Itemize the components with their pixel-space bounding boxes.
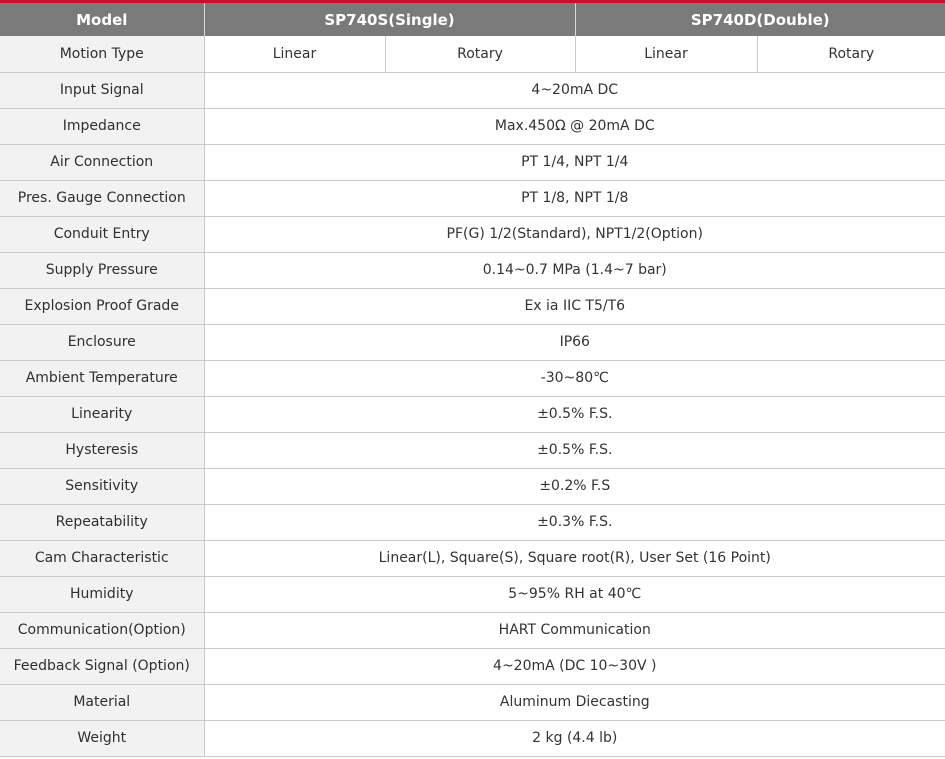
- header-sp740s-single: SP740S(Single): [204, 3, 575, 36]
- row-value: Linear(L), Square(S), Square root(R), User Set (16 Point): [204, 540, 945, 576]
- row-value: IP66: [204, 324, 945, 360]
- row-value: ±0.2% F.S: [204, 468, 945, 504]
- table-row: [0, 108, 945, 144]
- table-row: [0, 216, 945, 252]
- table-row: [0, 684, 945, 720]
- row-label: Impedance: [0, 108, 204, 144]
- spec-table-body: [0, 36, 945, 756]
- table-row: [0, 720, 945, 756]
- header-row: [0, 3, 945, 36]
- row-label: Humidity: [0, 576, 204, 612]
- row-label: Communication(Option): [0, 612, 204, 648]
- table-row: [0, 540, 945, 576]
- cell-single-rotary: Rotary: [385, 36, 575, 72]
- spec-table-header: [0, 3, 945, 36]
- header-sp740d-double: SP740D(Double): [575, 3, 945, 36]
- row-value: ±0.3% F.S.: [204, 504, 945, 540]
- row-label: Motion Type: [0, 36, 204, 72]
- table-row: [0, 576, 945, 612]
- row-value: PF(G) 1/2(Standard), NPT1/2(Option): [204, 216, 945, 252]
- row-value: Max.450Ω @ 20mA DC: [204, 108, 945, 144]
- row-value: Ex ia IIC T5/T6: [204, 288, 945, 324]
- row-value: ±0.5% F.S.: [204, 396, 945, 432]
- row-value: PT 1/4, NPT 1/4: [204, 144, 945, 180]
- row-value: 4~20mA DC: [204, 72, 945, 108]
- table-row: [0, 612, 945, 648]
- table-row: [0, 648, 945, 684]
- row-label: Cam Characteristic: [0, 540, 204, 576]
- row-label: Input Signal: [0, 72, 204, 108]
- row-label: Conduit Entry: [0, 216, 204, 252]
- row-label: Linearity: [0, 396, 204, 432]
- table-row: [0, 72, 945, 108]
- row-label: Feedback Signal (Option): [0, 648, 204, 684]
- row-label: Supply Pressure: [0, 252, 204, 288]
- row-value: ±0.5% F.S.: [204, 432, 945, 468]
- row-value: HART Communication: [204, 612, 945, 648]
- row-label: Material: [0, 684, 204, 720]
- cell-single-linear: Linear: [204, 36, 385, 72]
- table-row: [0, 180, 945, 216]
- row-label: Sensitivity: [0, 468, 204, 504]
- table-row-motion-type: [0, 36, 945, 72]
- row-value: 5~95% RH at 40℃: [204, 576, 945, 612]
- row-value: 2 kg (4.4 lb): [204, 720, 945, 756]
- row-value: -30~80℃: [204, 360, 945, 396]
- row-label: Repeatability: [0, 504, 204, 540]
- table-row: [0, 252, 945, 288]
- row-label: Air Connection: [0, 144, 204, 180]
- row-value: Aluminum Diecasting: [204, 684, 945, 720]
- row-value: 0.14~0.7 MPa (1.4~7 bar): [204, 252, 945, 288]
- table-row: [0, 432, 945, 468]
- table-row: [0, 468, 945, 504]
- cell-double-linear: Linear: [575, 36, 757, 72]
- row-value: 4~20mA (DC 10~30V ): [204, 648, 945, 684]
- header-model: Model: [0, 3, 204, 36]
- table-row: [0, 144, 945, 180]
- row-label: Hysteresis: [0, 432, 204, 468]
- table-row: [0, 360, 945, 396]
- row-label: Ambient Temperature: [0, 360, 204, 396]
- table-row: [0, 288, 945, 324]
- cell-double-rotary: Rotary: [757, 36, 945, 72]
- table-row: [0, 396, 945, 432]
- row-label: Weight: [0, 720, 204, 756]
- row-value: PT 1/8, NPT 1/8: [204, 180, 945, 216]
- row-label: Explosion Proof Grade: [0, 288, 204, 324]
- row-label: Pres. Gauge Connection: [0, 180, 204, 216]
- spec-table: [0, 3, 945, 757]
- row-label: Enclosure: [0, 324, 204, 360]
- table-row: [0, 324, 945, 360]
- table-row: [0, 504, 945, 540]
